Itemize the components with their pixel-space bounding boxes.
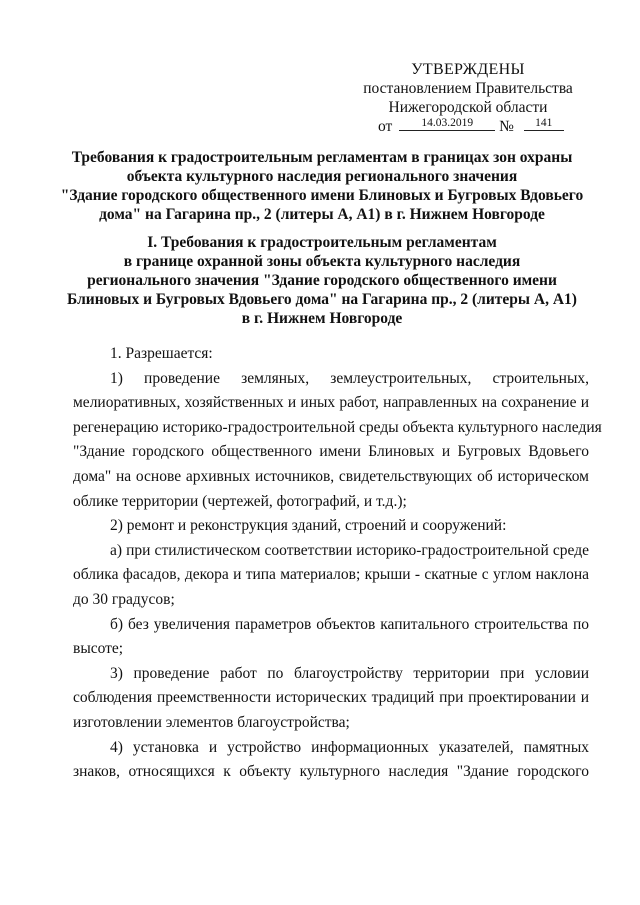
body-line: облике территории (чертежей, фотографий, и т.д.); <box>73 492 407 510</box>
body-line: 2) ремонт и реконструкция зданий, строений и сооружений: <box>110 517 507 535</box>
body-line: дома" на основе архивных источников, свидетельствующих об историческом <box>73 467 589 485</box>
section-line: в г. Нижнем Новгороде <box>241 310 403 327</box>
body-line: высоте; <box>73 640 124 658</box>
number-field <box>524 117 564 131</box>
section-heading <box>56 233 588 328</box>
section-line: в границе охранной зоны объекта культурного наследия <box>123 253 521 270</box>
document-body <box>73 342 602 785</box>
body-line: мелиоративных, хозяйственных и иных работ, направленных на сохранение и <box>73 394 589 412</box>
approval-heading: УТВЕРЖДЕНЫ <box>411 61 525 78</box>
title-line: дома" на Гагарина пр., 2 (литеры А, А1) в г. Нижнем Новгороде <box>99 206 545 223</box>
paragraph-item-4 <box>73 736 589 785</box>
from-label: от <box>378 118 393 135</box>
body-line: регенерацию историко-градостроительной среды объекта культурного наследия <box>73 418 602 436</box>
title-line: "Здание городского общественного имени Блиновых и Бугровых Вдовьего <box>60 187 584 204</box>
body-line: соблюдения преемственности исторических традиций при проектировании и <box>73 689 589 707</box>
document-title <box>56 148 588 224</box>
date-value: 14.03.2019 <box>421 117 474 129</box>
body-line: а) при стилистическом соответствии историко-градостроительной среде <box>110 541 589 559</box>
approval-date-row <box>356 117 580 136</box>
paragraph-item-2a <box>73 539 589 613</box>
body-line: "Здание городского общественного имени Блиновых и Бугровых Вдовьего <box>73 443 589 461</box>
body-line: знаков, относящихся к объекту культурного наследия "Здание городского <box>73 763 589 781</box>
title-line: Требования к градостроительным регламентам в границах зон охраны <box>71 149 573 166</box>
approval-block <box>356 60 580 136</box>
date-field <box>399 117 495 131</box>
paragraph-item-1 <box>73 367 602 515</box>
body-line: 3) проведение работ по благоустройству территории при условии <box>110 664 589 682</box>
body-line: б) без увеличения параметров объектов капитального строительства по <box>110 615 589 633</box>
paragraph-item-2b <box>73 613 589 662</box>
approval-line-1: постановлением Правительства <box>363 80 573 97</box>
paragraph-allowed <box>73 342 589 367</box>
body-line: 4) установка и устройство информационных указателей, памятных <box>110 738 589 756</box>
number-label: № <box>499 118 514 135</box>
paragraph-item-3 <box>73 662 589 736</box>
approval-line-2: Нижегородской области <box>388 99 548 116</box>
title-line: объекта культурного наследия регионального значения <box>126 168 518 185</box>
body-line: 1) проведение земляных, землеустроительных, строительных, <box>110 369 589 387</box>
body-line: до 30 градусов; <box>73 590 175 608</box>
body-line: 1. Разрешается: <box>110 345 213 362</box>
body-line: изготовлении элементов благоустройства; <box>73 713 350 731</box>
body-line: облика фасадов, декора и типа материалов; крыши - скатные с углом наклона <box>73 566 589 584</box>
paragraph-item-2 <box>73 514 589 539</box>
section-line: регионального значения "Здание городского общественного имени <box>87 272 557 289</box>
section-line: I. Требования к градостроительным регламентам <box>147 234 497 251</box>
section-line: Блиновых и Бугровых Вдовьего дома" на Гагарина пр., 2 (литеры А, А1) <box>67 291 577 308</box>
number-value: 141 <box>535 117 553 129</box>
